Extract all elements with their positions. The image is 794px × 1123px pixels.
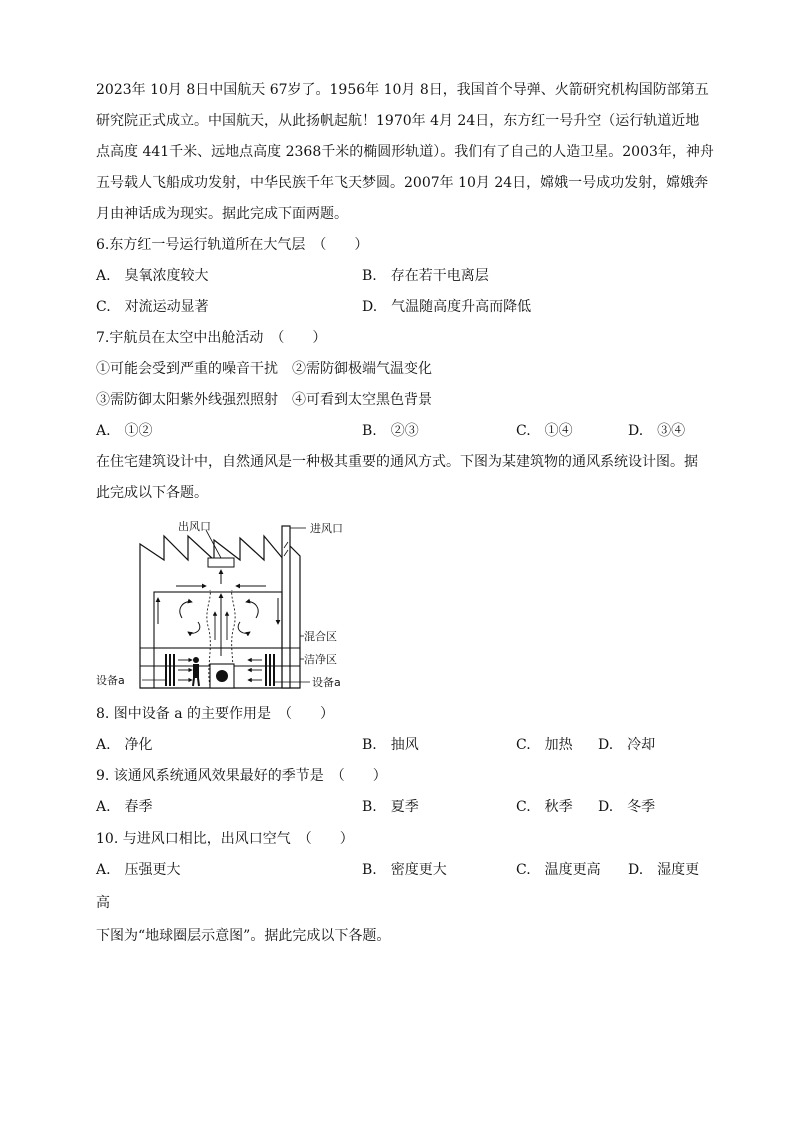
q10-option-d[interactable]: D. 湿度更: [628, 862, 700, 878]
q8-stem: 8. 图中设备 a 的主要作用是 （ ）: [96, 706, 335, 722]
q9-stem: 9. 该通风系统通风效果最好的季节是 （ ）: [96, 768, 387, 784]
intro-line-1: 2023年 10月 8日中国航天 67岁了。1956年 10月 8日，我国首个导弹、火箭研究机构国防部第五: [96, 82, 709, 98]
device-a-left-hatch: [166, 654, 174, 686]
q8-option-d[interactable]: D. 冷却: [598, 737, 656, 753]
q7-option-a[interactable]: A. ①②: [96, 423, 153, 439]
inner-room: [154, 592, 282, 648]
inlet-label: 进风口: [310, 522, 343, 535]
outlet-box: [208, 558, 234, 567]
intro2-line-1: 在住宅建筑设计中，自然通风是一种极其重要的通风方式。下图为某建筑物的通风系统设计图。据: [96, 454, 698, 470]
q9-option-d[interactable]: D. 冬季: [598, 799, 656, 815]
clean-zone-label: 洁净区: [304, 653, 337, 666]
device-a-right-label: 设备a: [312, 676, 341, 689]
q9-option-b[interactable]: B. 夏季: [362, 799, 419, 815]
q6-stem: 6.东方红一号运行轨道所在大气层 （ ）: [96, 237, 369, 253]
q6-option-b[interactable]: B. 存在若干电离层: [362, 268, 489, 284]
q8-option-c[interactable]: C. 加热: [516, 737, 573, 753]
q7-stem: 7.宇航员在太空中出舱活动 （ ）: [96, 330, 327, 346]
ventilation-system-diagram: [96, 516, 358, 696]
q6-option-d[interactable]: D. 气温随高度升高而降低: [362, 299, 532, 315]
q10-option-c[interactable]: C. 温度更高: [516, 862, 601, 878]
q10-option-d-wrap: 高: [96, 895, 110, 911]
q10-option-b[interactable]: B. 密度更大: [362, 862, 447, 878]
q10-stem: 10. 与进风口相比，出风口空气 （ ）: [96, 831, 354, 847]
q7-option-b[interactable]: B. ②③: [362, 423, 419, 439]
inlet-chimney: [282, 526, 290, 688]
intro-line-4: 五号载人飞船成功发射，中华民族千年飞天梦圆。2007年 10月 24日，嫦娥一号成功发射，嫦娥奔: [96, 175, 709, 191]
outlet-label: 出风口: [178, 520, 211, 533]
q7-option-c[interactable]: C. ①④: [516, 423, 573, 439]
q7-statements-2: ③需防御太阳紫外线强烈照射 ④可看到太空黑色背景: [96, 392, 432, 408]
mixing-zone-label: 混合区: [304, 630, 337, 643]
q8-option-a[interactable]: A. 净化: [96, 737, 153, 753]
intro-line-2: 研究院正式成立。中国航天，从此扬帆起航！1970年 4月 24日，东方红一号升空（运行轨道近地: [96, 113, 700, 129]
person-figure: [193, 657, 199, 686]
intro-line-5: 月由神话成为现实。据此完成下面两题。: [96, 206, 348, 222]
device-a-right-hatch: [266, 654, 274, 686]
intro3-line-1: 下图为“地球圈层示意图”。据此完成以下各题。: [96, 928, 391, 944]
device-a-left-label: 设备a: [96, 674, 125, 687]
q9-option-c[interactable]: C. 秋季: [516, 799, 573, 815]
intro2-line-2: 此完成以下各题。: [96, 485, 208, 501]
q6-option-a[interactable]: A. 臭氧浓度较大: [96, 268, 209, 284]
intro-line-3: 点高度 441千米、远地点高度 2368千米的椭圆形轨道）。我们有了自己的人造卫星。2003年，神舟: [96, 144, 714, 160]
q9-option-a[interactable]: A. 春季: [96, 799, 153, 815]
q7-option-d[interactable]: D. ③④: [628, 423, 686, 439]
heat-source: [216, 670, 228, 682]
q6-option-c[interactable]: C. 对流运动显著: [96, 299, 209, 315]
q7-statements-1: ①可能会受到严重的噪音干扰 ②需防御极端气温变化: [96, 361, 432, 377]
q8-option-b[interactable]: B. 抽风: [362, 737, 419, 753]
q10-option-a[interactable]: A. 压强更大: [96, 862, 181, 878]
